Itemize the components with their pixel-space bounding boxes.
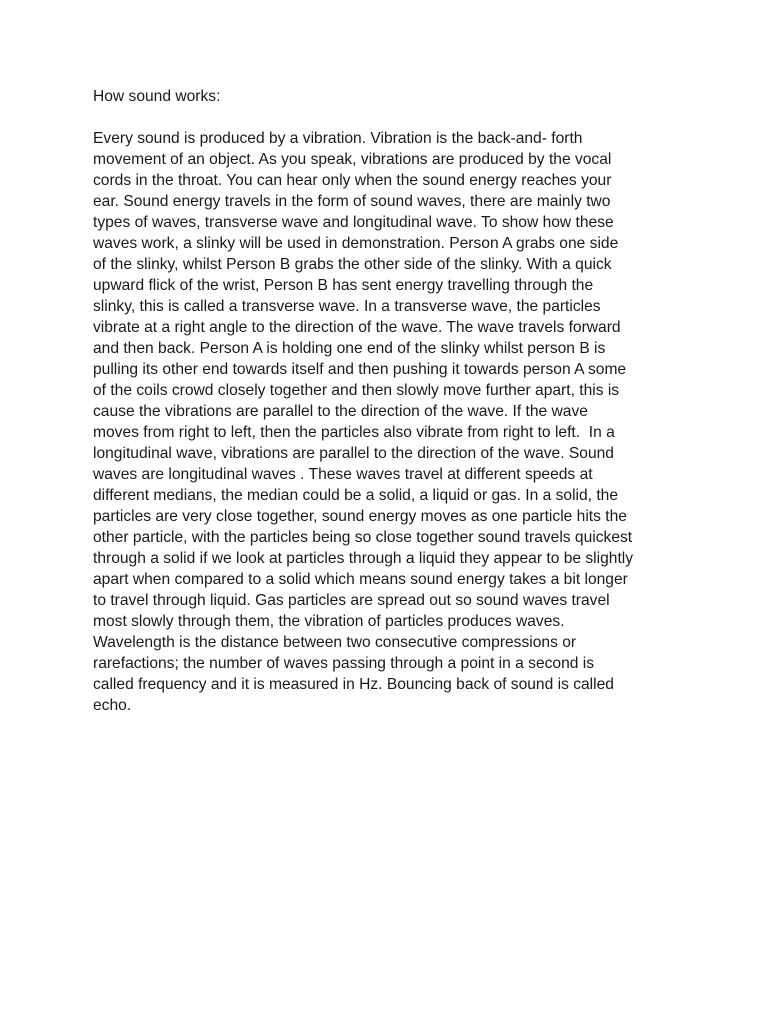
paragraph-line: most slowly through them, the vibration of particles produces waves. (93, 613, 565, 630)
paragraph-line: Every sound is produced by a vibration. Vibration is the back-and- forth (93, 130, 583, 147)
paragraph-line: upward flick of the wrist, Person B has sent energy travelling through the (93, 277, 594, 294)
paragraph-line: moves from right to left, then the particles also vibrate from right to left. In a (93, 424, 615, 441)
paragraph-line: ear. Sound energy travels in the form of sound waves, there are mainly two (93, 193, 611, 210)
paragraph-line: apart when compared to a solid which means sound energy takes a bit longer (93, 571, 628, 588)
paragraph-line: rarefactions; the number of waves passing through a point in a second is (93, 655, 595, 672)
paragraph-line: of the slinky, whilst Person B grabs the other side of the slinky. With a quick (93, 256, 612, 273)
document-paragraph (93, 128, 693, 716)
paragraph-line: Wavelength is the distance between two consecutive compressions or (93, 634, 577, 651)
paragraph-line: echo. (93, 697, 132, 714)
paragraph-line: types of waves, transverse wave and longitudinal wave. To show how these (93, 214, 614, 231)
paragraph-line: particles are very close together, sound energy moves as one particle hits the (93, 508, 627, 525)
paragraph-line: called frequency and it is measured in Hz. Bouncing back of sound is called (93, 676, 614, 693)
document-body (93, 86, 693, 716)
document-title: How sound works: (93, 88, 221, 105)
paragraph-line: waves are longitudinal waves . These waves travel at different speeds at (93, 466, 593, 483)
paragraph-line: of the coils crowd closely together and then slowly move further apart, this is (93, 382, 620, 399)
paragraph-line: movement of an object. As you speak, vibrations are produced by the vocal (93, 151, 612, 168)
paragraph-line: to travel through liquid. Gas particles are spread out so sound waves travel (93, 592, 610, 609)
paragraph-line: slinky, this is called a transverse wave. In a transverse wave, the particles (93, 298, 601, 315)
paragraph-line: cause the vibrations are parallel to the direction of the wave. If the wave (93, 403, 588, 420)
paragraph-line: different medians, the median could be a solid, a liquid or gas. In a solid, the (93, 487, 619, 504)
paragraph-line: longitudinal wave, vibrations are parallel to the direction of the wave. Sound (93, 445, 614, 462)
paragraph-line: cords in the throat. You can hear only when the sound energy reaches your (93, 172, 612, 189)
paragraph-line: other particle, with the particles being so close together sound travels quickest (93, 529, 633, 546)
paragraph-line: vibrate at a right angle to the direction of the wave. The wave travels forward (93, 319, 621, 336)
paragraph-line: through a solid if we look at particles through a liquid they appear to be slightly (93, 550, 634, 567)
paragraph-line: pulling its other end towards itself and then pushing it towards person A some (93, 361, 627, 378)
paragraph-line: waves work, a slinky will be used in demonstration. Person A grabs one side (93, 235, 619, 252)
paragraph-line: and then back. Person A is holding one end of the slinky whilst person B is (93, 340, 606, 357)
